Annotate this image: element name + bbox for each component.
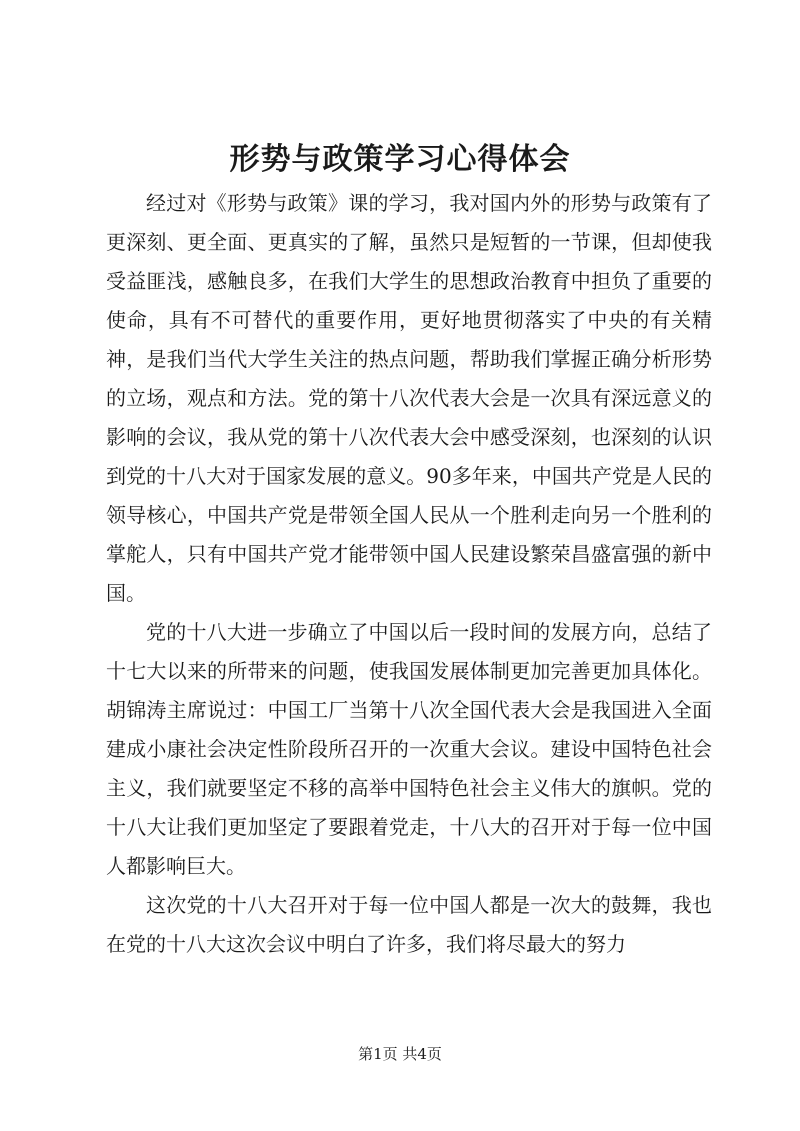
document-body bbox=[106, 184, 712, 964]
document-title: 形势与政策学习心得体会 bbox=[229, 142, 571, 177]
page-footer: 第1页 共4页 bbox=[358, 1045, 442, 1063]
paragraph: 经过对《形势与政策》课的学习，我对国内外的形势与政策有了更深刻、更全面、更真实的了解，虽然只是短暂的一节课，但却使我受益匪浅，感触良多，在我们大学生的思想政治教育中担负了重要的使命，具有不可替代的重要作用，更好地贯彻落实了中央的有关精神，是我们当代大学生关注的热点问题，帮助我们掌握正确分析形势的立场，观点和方法。党的第十八次代表大会是一次具有深远意义的影响的会议，我从党的第十八次代表大会中感受深刻，也深刻的认识到党的十八大对于国家发展的意义。90多年来，中国共产党是人民的领导核心，中国共产党是带领全国人民从一个胜利走向另一个胜利的掌舵人，只有中国共产党才能带领中国人民建设繁荣昌盛富强的新中国。 bbox=[106, 191, 712, 605]
paragraph: 党的十八大进一步确立了中国以后一段时间的发展方向，总结了十七大以来的所带来的问题，使我国发展体制更加完善更加具体化。胡锦涛主席说过：中国工厂当第十八次全国代表大会是我国进入全面建成小康社会决定性阶段所召开的一次重大会议。建设中国特色社会主义，我们就要坚定不移的高举中国特色社会主义伟大的旗帜。党的十八大让我们更加坚定了要跟着党走，十八大的召开对于每一位中国人都影响巨大。 bbox=[106, 620, 712, 878]
paragraph: 这次党的十八大召开对于每一位中国人都是一次大的鼓舞，我也在党的十八大这次会议中明白了许多，我们将尽最大的努力 bbox=[106, 893, 712, 956]
